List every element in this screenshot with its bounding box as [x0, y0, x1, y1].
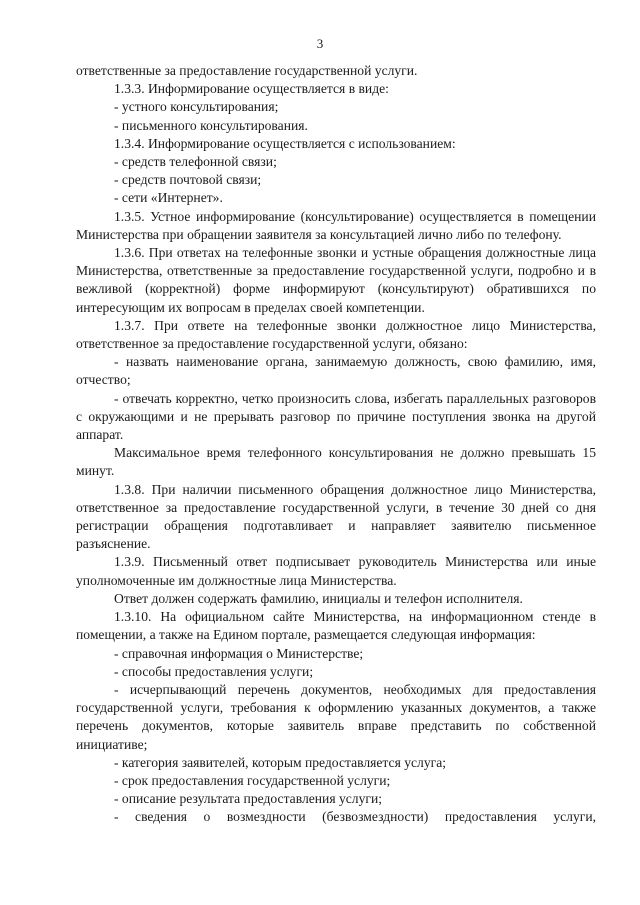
paragraph: - устного консультирования;: [114, 99, 279, 115]
paragraph: Максимальное время телефонного консультирования не должно превышать 15 минут.: [76, 445, 596, 479]
paragraph: Ответ должен содержать фамилию, инициалы и телефон исполнителя.: [114, 590, 523, 606]
paragraph: 1.3.7. При ответе на телефонные звонки должностное лицо Министерства, ответственное за предоставление государственной услуги, обязано:: [76, 317, 596, 352]
paragraph: - исчерпывающий перечень документов, необходимых для предоставления государственной услуги, требования к оформлению указанных документов, а также перечень документов, которые заявитель вправе представить по собственной инициативе;: [76, 681, 596, 752]
paragraph: ответственные за предоставление государственной услуги.: [76, 63, 418, 78]
page-number: 3: [316, 36, 324, 51]
paragraph: - категория заявителей, которым предоставляется услуга;: [114, 754, 447, 770]
paragraph: 1.3.4. Информирование осуществляется с использованием:: [114, 135, 456, 151]
paragraph: - срок предоставления государственной услуги;: [114, 772, 391, 788]
paragraph: - способы предоставления услуги;: [114, 663, 314, 679]
paragraph: - сведения о возмездности (безвозмездности) предоставления услуги,: [114, 809, 596, 825]
paragraph: - средств почтовой связи;: [114, 172, 262, 188]
paragraph: - назвать наименование органа, занимаемую должность, свою фамилию, имя, отчество;: [76, 354, 596, 388]
paragraph: - сети «Интернет».: [114, 190, 223, 206]
paragraph: - письменного консультирования.: [114, 117, 308, 133]
paragraph: - средств телефонной связи;: [114, 154, 277, 170]
paragraph: - отвечать корректно, четко произносить слова, избегать параллельных разговоров с окружающими и не прерывать разговор по причине поступления звонка на другой аппарат.: [76, 390, 596, 443]
paragraph: 1.3.6. При ответах на телефонные звонки и устные обращения должностные лица Министерства, ответственные за предоставление государственной услуги, подробно и в вежливой (корректной) форме информируют (консультируют) обратившихся по интересующим их вопросам в пределах своей компетенции.: [76, 245, 596, 315]
paragraph: 1.3.10. На официальном сайте Министерства, на информационном стенде в помещении, а также на Едином портале, размещается следующая информация:: [76, 609, 596, 643]
paragraph: - описание результата предоставления услуги;: [114, 791, 383, 807]
paragraph: 1.3.5. Устное информирование (консультирование) осуществляется в помещении Министерства при обращении заявителя за консультацией лично либо по телефону.: [76, 208, 596, 242]
document-body: [76, 62, 596, 827]
paragraph: 1.3.3. Информирование осуществляется в виде:: [114, 81, 389, 97]
paragraph: 1.3.9. Письменный ответ подписывает руководитель Министерства или иные уполномоченные им должностные лица Министерства.: [76, 554, 596, 588]
paragraph: 1.3.8. При наличии письменного обращения должностное лицо Министерства, ответственное за предоставление государственной услуги, в течение 30 дней со дня регистрации обращения подготавливает и направляет заявителю письменное разъяснение.: [76, 481, 596, 552]
paragraph: - справочная информация о Министерстве;: [114, 645, 364, 661]
